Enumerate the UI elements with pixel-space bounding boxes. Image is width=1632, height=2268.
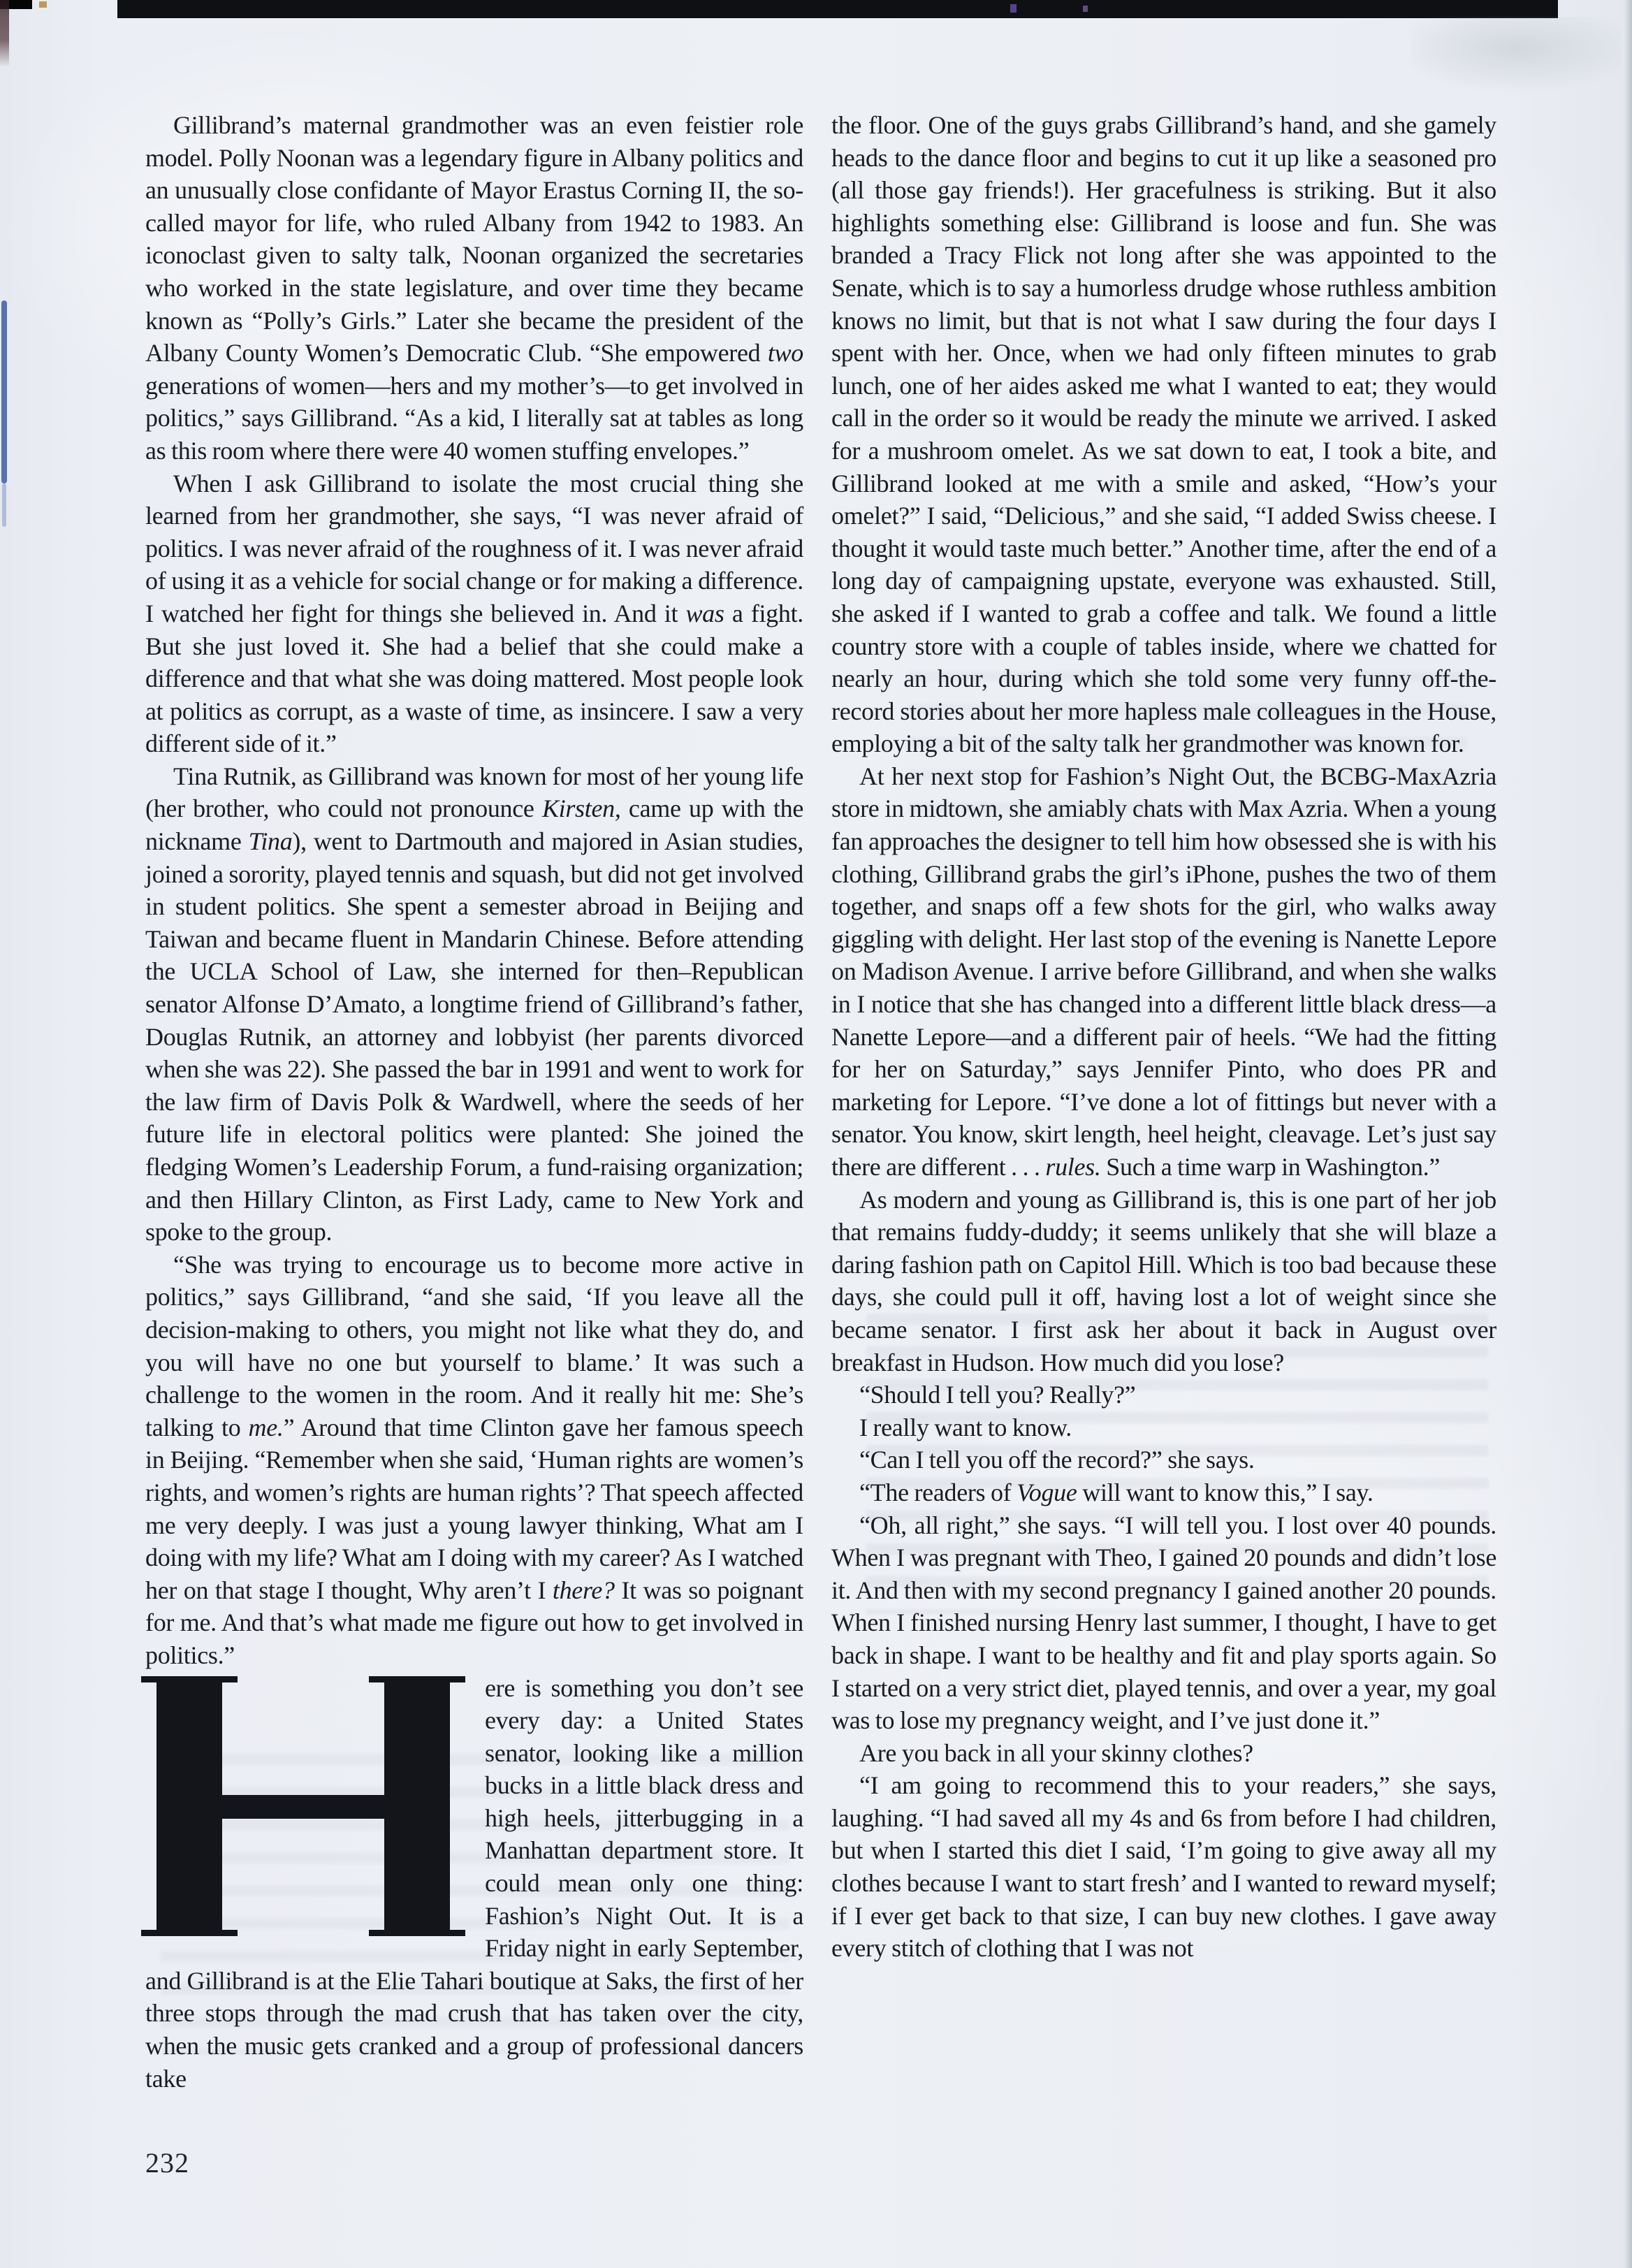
article-paragraph (145, 1249, 803, 1672)
article-paragraph (145, 109, 803, 467)
italic-text-run: Vogue (1017, 1478, 1077, 1506)
article-paragraph (831, 1411, 1496, 1444)
text-run: At her next stop for Fashion’s Night Out, the BCBG-MaxAzria store in midtown, she amiably chats with Max Azria. When a young fan approaches the designer to tell him how obsessed she is with his clothing, Gillibrand grabs the girl’s iPhone, pushes the two of them together, and snaps off a few shots for the girl, who walks away giggling with delight. Her last stop of the evening is Nanette Lepore on Madison Avenue. I arrive before Gillibrand, and when she walks in I notice that she has changed into a different little black dress—a Nanette Lepore—and a different pair of heels. “We had the fitting for her on Saturday,” says Jennifer Pinto, who does PR and marketing for Lepore. “I’ve done a lot of fittings but never with a senator. You know, skirt length, heel height, cleavage. Let’s just say there are different . . . (831, 762, 1496, 1181)
drop-cap-stroke (384, 1681, 450, 1931)
article-paragraph (145, 467, 803, 760)
drop-cap-stroke (156, 1681, 222, 1931)
italic-text-run: me. (248, 1413, 284, 1441)
text-run: I really want to know. (859, 1413, 1072, 1441)
text-run: the floor. One of the guys grabs Gillibrand’s hand, and she gamely heads to the dance floor and begins to cut it up like a seasoned pro (all those gay friends!). Her gracefulness is striking. But it also highlights something else: Gillibrand is loose and fun. She was branded a Tracy Flick not long after she was appointed to the Senate, which is to say a humorless drudge whose ruthless ambition knows no limit, but that is not what I saw during the four days I spent with her. Once, when we had only fifteen minutes to grab lunch, one of her aides asked me what I wanted to eat; they would call in the order so it would be ready the minute we arrived. I asked for a mushroom omelet. As we sat down to eat, I took a bite, and Gillibrand looked at me with a smile and asked, “How’s your omelet?” I said, “Delicious,” and she said, “I added Swiss cheese. I thought it would taste much better.” Another time, after the end of a long day of campaigning upstate, everyone was exhausted. Still, she asked if I wanted to grab a coffee and talk. We found a little country store with a couple of tables inside, where we chatted for nearly an hour, during which she told some very funny off-the-record stories about her more hapless male colleagues in the House, employing a bit of the salty talk her grandmother was known for. (831, 111, 1496, 758)
article-paragraph (831, 1509, 1496, 1737)
italic-text-run: was (685, 599, 724, 627)
italic-text-run: Kirsten, (541, 794, 621, 823)
text-run: “The readers of (859, 1478, 1017, 1506)
article-paragraph (831, 1379, 1496, 1411)
text-run: As modern and young as Gillibrand is, this is one part of her job that remains fuddy-duddy; it seems unlikely that she will blaze a daring fashion path on Capitol Hill. Which is too bad because these days, she could pull it off, having lost a lot of weight since she became senator. I first ask her about it back in August over breakfast in Hudson. How much did you lose? (831, 1185, 1496, 1376)
drop-cap-stroke (219, 1795, 387, 1819)
article-paragraph (831, 109, 1496, 760)
text-run: When I ask Gillibrand to isolate the most crucial thing she learned from her grandmother, she says, “I was never afraid of politics. I was never afraid of the roughness of it. I was never afraid of using it as a vehicle for social change or for making a difference. I watched her fight for things she believed in. And it (145, 469, 803, 627)
text-run: Gillibrand’s maternal grandmother was an even feistier role model. Polly Noonan was a legendary figure in Albany politics and an unusually close confidante of Mayor Erastus Corning II, the so-called mayor for life, who ruled Albany from 1942 to 1983. An iconoclast given to salty talk, Noonan organized the secretaries who worked in the state legislature, and over time they became known as “Polly’s Girls.” Later she became the president of the Albany County Women’s Democratic Club. “She empowered (145, 111, 803, 368)
scan-top-edge-band (117, 0, 1558, 18)
scan-corner-mark (39, 1, 47, 8)
text-run: ), went to Dartmouth and majored in Asian studies, joined a sorority, played tennis and squash, but did not get involved in student politics. She spent a semester abroad in Beijing and Taiwan and became fluent in Mandarin Chinese. Before attending the UCLA School of Law, she interned for then–Republican senator Alfonse D’Amato, a longtime friend of Gillibrand’s father, Douglas Rutnik, an attorney and lobbyist (her parents divorced when she was 22). She passed the bar in 1991 and went to work for the law firm of Davis Polk & Wardwell, where the seeds of her future life in electoral politics were planted: She joined the fledging Women’s Leadership Forum, a fund-raising organization; and then Hillary Clinton, as First Lady, came to New York and spoke to the group. (145, 827, 803, 1246)
article-paragraph (831, 760, 1496, 1184)
text-run: Are you back in all your skinny clothes? (859, 1738, 1253, 1767)
italic-text-run: rules. (1045, 1153, 1101, 1181)
article-column-left (145, 109, 803, 2095)
page-number: 232 (145, 2147, 189, 2179)
text-run: “Oh, all right,” she says. “I will tell you. I lost over 40 pounds. When I was pregnant with Theo, I gained 20 pounds and didn’t lose it. And then with my second pregnancy I gained another 20 pounds. When I finished nursing Henry last summer, I thought, I have to get back in shape. I want to be healthy and fit and play sports again. So I started on a very strict diet, played tennis, and over a year, my goal was to lose my pregnancy weight, and I’ve just done it.” (831, 1511, 1496, 1735)
text-run: a fight. But she just loved it. She had a belief that she could make a difference and that what she was doing mattered. Most people look at politics as corrupt, as a waste of time, as insincere. I saw a very different side of it.” (145, 599, 803, 758)
text-run: ” Around that time Clinton gave her famous speech in Beijing. “Remember when she said, ‘Human rights are women’s rights, and women’s rights are human rights’? That speech affected me very deeply. I was just a young lawyer thinking, What am I doing with my life? What am I doing with my career? As I watched her on that stage I thought, Why aren’t I (145, 1413, 803, 1604)
article-paragraph (831, 1737, 1496, 1770)
article-paragraph (145, 1672, 803, 2095)
italic-text-run: there? (552, 1576, 615, 1604)
article-paragraph (145, 760, 803, 1249)
text-run: came up with the nickname (145, 794, 804, 856)
italic-text-run: two (767, 339, 803, 368)
scan-speck (1083, 6, 1088, 12)
text-run: generations of women—hers and my mother’s—to get involved in politics,” says Gillibrand. “As a kid, I literally sat at tables as long as this room where there were 40 women stuffing envelopes.” (145, 371, 803, 465)
scan-right-edge-shadow (1624, 0, 1632, 2268)
text-run: “She was trying to encourage us to become more active in politics,” says Gillibrand, “and she said, ‘If you leave all the decision-making to others, you might not like what they do, and you will have no one but yourself to blame.’ It was such a challenge to the women in the room. And it really hit me: She’s talking to (145, 1250, 803, 1441)
text-run: Tina Rutnik, as Gillibrand was known for most of her young life (her brother, who could not pronounce (145, 762, 803, 823)
text-run: ere is something you don’t see every day: a United States senator, looking like a million bucks in a little black dress and high heels, jitterbugging in a Manhattan department store. It could mean only one thing: Fashion’s Night Out. It is a Friday night in early September, and Gillibrand is at the Elie Tahari boutique at Saks, the first of her three stops through the mad crush that has taken over the city, when the music gets cranked and a group of professional dancers take (145, 1673, 803, 2093)
text-run: “I am going to recommend this to your readers,” she says, laughing. “I had saved all my 4s and 6s from before I had children, but when I started this diet I said, ‘I’m going to give away all my clothes because I want to start fresh’ and I wanted to reward myself; if I ever get back to that size, I can buy new clothes. I gave away every stitch of clothing that I was not (831, 1771, 1496, 1963)
text-run: Such a time warp in Washington.” (1100, 1153, 1441, 1181)
text-run: “Can I tell you off the record?” she says. (859, 1446, 1255, 1474)
scan-blur-smudge (1411, 17, 1621, 94)
drop-cap-h (145, 1676, 461, 1936)
article-paragraph (831, 1476, 1496, 1509)
article-paragraph (831, 1769, 1496, 1965)
article-paragraph (831, 1444, 1496, 1476)
scan-left-edge-blue-line (1, 300, 7, 484)
italic-text-run: Tina (248, 827, 293, 856)
scan-left-edge-shadow (0, 0, 9, 67)
text-run: “Should I tell you? Really?” (859, 1381, 1136, 1409)
article-column-right (831, 109, 1496, 1965)
scan-left-edge-blue-line (2, 484, 6, 527)
scan-speck (1010, 4, 1017, 13)
text-run: It was so poignant for me. And that’s what made me figure out how to get involved in politics.” (145, 1576, 803, 1669)
article-paragraph (831, 1184, 1496, 1379)
text-run: will want to know this,” I say. (1077, 1478, 1374, 1506)
